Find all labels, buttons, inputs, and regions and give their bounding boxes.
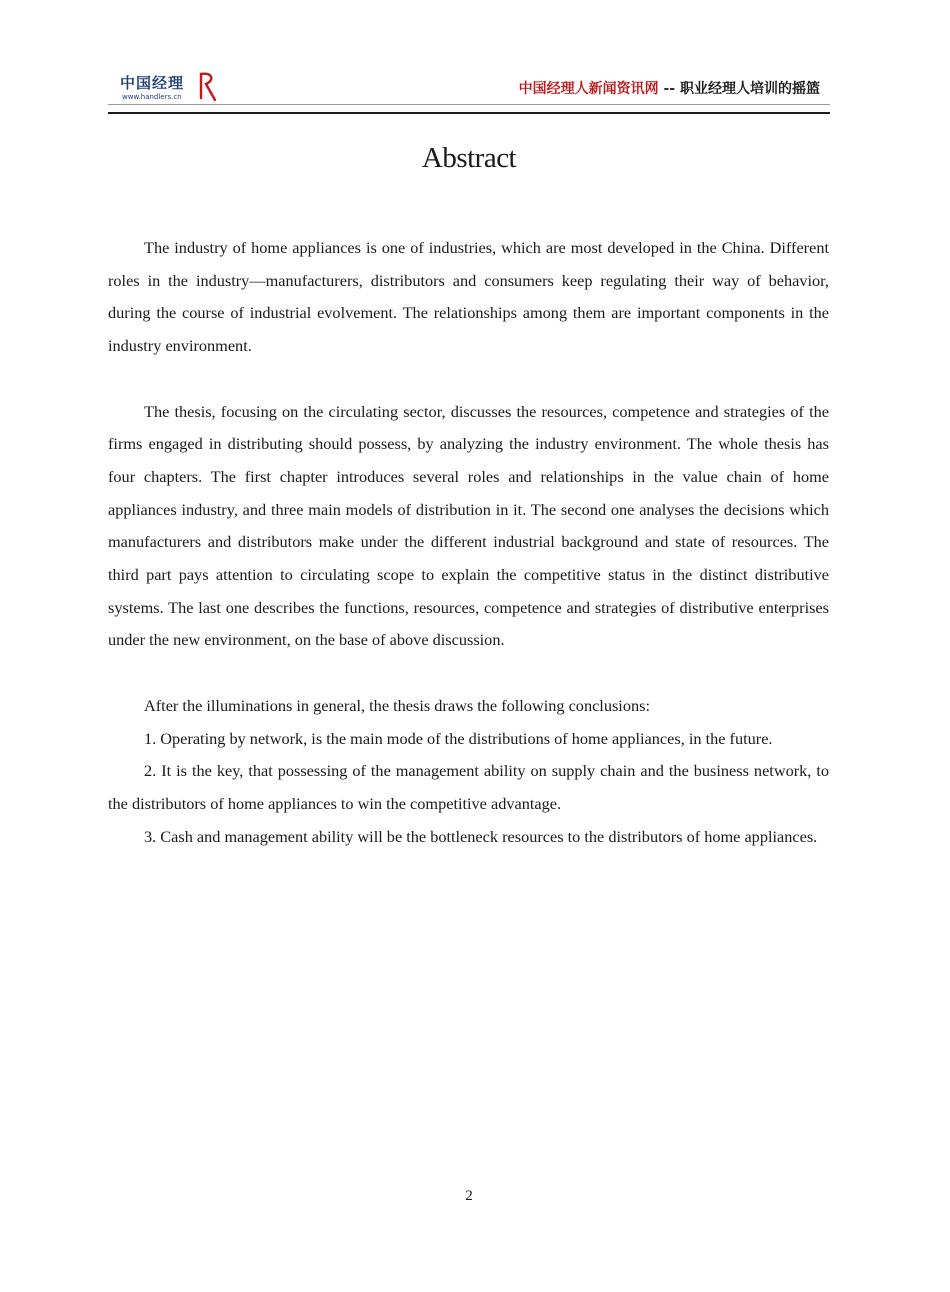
header-divider-thin bbox=[108, 104, 830, 105]
site-logo[interactable] bbox=[112, 72, 222, 108]
paragraph-conclusions-lead: After the illuminations in general, the thesis draws the following conclusions: bbox=[144, 695, 650, 715]
page-title: Abstract bbox=[421, 142, 517, 174]
header-divider-thick bbox=[108, 112, 830, 114]
logo-mark-icon bbox=[198, 70, 218, 104]
header-slogan bbox=[519, 78, 820, 98]
paragraph-thesis-outline: The thesis, focusing on the circulating sector, discusses the resources, competence and strategies of the firms engaged in distributing should possess, by analyzing the industry environment. The whole thesis has four chapters. The first chapter introduces several roles and relationships in the value chain of home appliances industry, and three main models of distribution in it. The second one analyses the decisions which manufacturers and distributors make under the different industrial background and state of resources. The third part pays attention to circulating scope to explain the competitive status in the distinct distributive systems. The last one describes the functions, resources, competence and strategies of distributive enterprises under the new environment, on the base of above discussion. bbox=[108, 401, 829, 650]
conclusion-item-2: 2. It is the key, that possessing of the management ability on supply chain and the business network, to the distributors of home appliances to win the competitive advantage. bbox=[108, 761, 829, 813]
slogan-separator: -- bbox=[663, 81, 676, 97]
logo-text: 中国经理 bbox=[120, 74, 185, 92]
paragraph-intro: The industry of home appliances is one of industries, which are most developed in the China. Different roles in the industry—manufacturers, distributors and consumers keep regulating their way of behavior, during the course of industrial evolvement. The relationships among them are important components in the industry environment. bbox=[108, 238, 829, 356]
logo-url: www.handlers.cn bbox=[122, 93, 182, 101]
slogan-part-2: 职业经理人培训的摇篮 bbox=[680, 81, 820, 97]
page-number: 2 bbox=[465, 1188, 473, 1204]
conclusion-item-3: 3. Cash and management ability will be the bottleneck resources to the distributors of home appliances. bbox=[144, 826, 818, 846]
abstract-body bbox=[108, 232, 829, 853]
page-header bbox=[108, 66, 830, 114]
conclusion-item-1: 1. Operating by network, is the main mode of the distributions of home appliances, in the future. bbox=[144, 728, 773, 748]
slogan-part-1: 中国经理人新闻资讯网 bbox=[518, 81, 659, 97]
